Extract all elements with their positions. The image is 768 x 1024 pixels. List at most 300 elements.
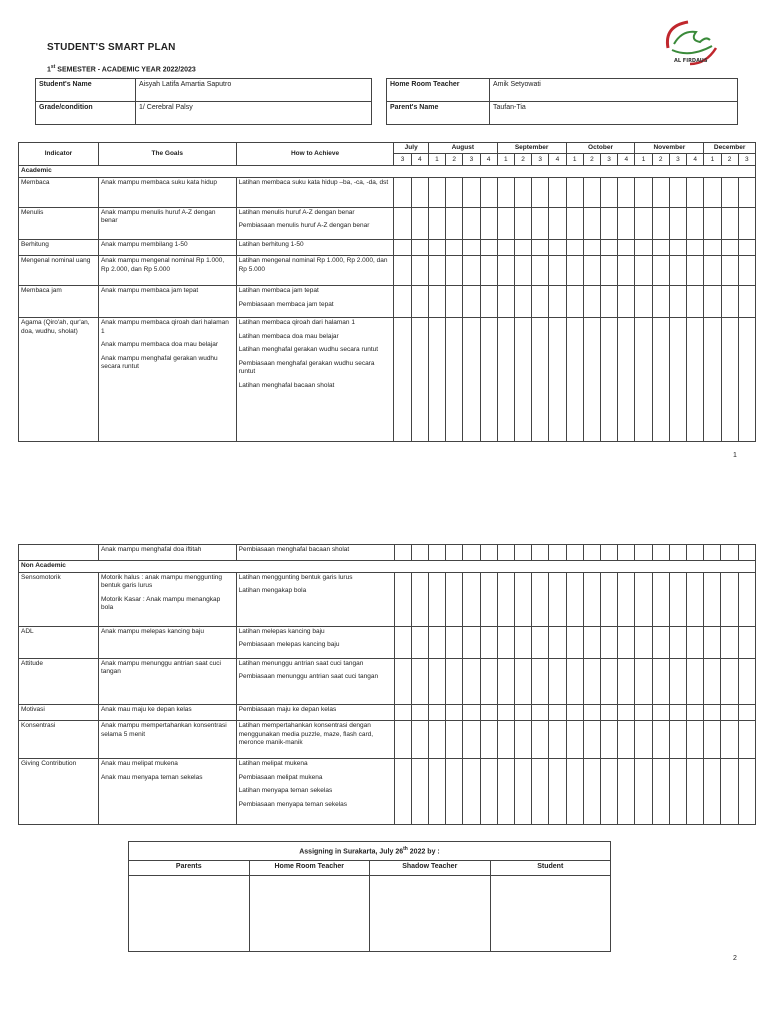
goal-cell-line: Anak mampu mempertahankan konsentrasi selama 5 menit	[100, 722, 227, 738]
week-check-cell[interactable]	[411, 626, 428, 658]
week-check-cell[interactable]	[566, 177, 583, 207]
week-check-cell[interactable]	[738, 286, 755, 318]
week-check-cell[interactable]	[411, 721, 428, 759]
week-check-cell[interactable]	[411, 545, 428, 561]
week-check-cell[interactable]	[583, 545, 600, 561]
week-check-cell[interactable]	[497, 545, 514, 561]
week-check-cell[interactable]	[618, 545, 635, 561]
week-check-cell[interactable]	[618, 626, 635, 658]
week-check-cell[interactable]	[497, 286, 514, 318]
week-check-cell[interactable]	[687, 318, 704, 442]
week-check-cell[interactable]	[738, 759, 755, 825]
week-check-cell[interactable]	[583, 256, 600, 286]
week-check-cell[interactable]	[549, 545, 566, 561]
plan-row	[19, 239, 756, 255]
week-check-cell[interactable]	[514, 704, 531, 720]
week-check-cell[interactable]	[532, 759, 549, 825]
week-check-cell[interactable]	[601, 572, 618, 626]
week-check-cell[interactable]	[687, 721, 704, 759]
week-check-cell[interactable]	[618, 759, 635, 825]
week-check-cell[interactable]	[497, 256, 514, 286]
week-check-cell[interactable]	[428, 658, 445, 704]
week-check-cell[interactable]	[532, 318, 549, 442]
week-check-cell[interactable]	[549, 286, 566, 318]
week-check-cell[interactable]	[652, 286, 669, 318]
week-check-cell[interactable]	[549, 256, 566, 286]
week-check-cell[interactable]	[549, 721, 566, 759]
week-check-cell[interactable]	[549, 239, 566, 255]
week-check-cell[interactable]	[566, 207, 583, 239]
week-check-cell[interactable]	[463, 545, 480, 561]
week-check-cell[interactable]	[480, 256, 497, 286]
week-check-cell[interactable]	[721, 239, 738, 255]
week-check-cell[interactable]	[721, 545, 738, 561]
week-check-cell[interactable]	[532, 207, 549, 239]
week-check-cell[interactable]	[687, 545, 704, 561]
week-check-cell[interactable]	[428, 239, 445, 255]
week-check-cell[interactable]	[704, 207, 721, 239]
week-check-cell[interactable]	[480, 286, 497, 318]
week-check-cell[interactable]	[687, 239, 704, 255]
week-check-cell[interactable]	[618, 177, 635, 207]
week-check-cell[interactable]	[635, 658, 652, 704]
week-check-cell[interactable]	[514, 318, 531, 442]
week-check-cell[interactable]	[652, 626, 669, 658]
week-check-cell[interactable]	[687, 626, 704, 658]
week-check-cell[interactable]	[704, 572, 721, 626]
week-check-cell[interactable]	[446, 239, 463, 255]
week-check-cell[interactable]	[738, 207, 755, 239]
week-check-cell[interactable]	[721, 207, 738, 239]
plan-row	[19, 658, 756, 704]
week-check-cell[interactable]	[463, 759, 480, 825]
week-check-cell[interactable]	[566, 239, 583, 255]
week-check-cell[interactable]	[411, 286, 428, 318]
week-check-cell[interactable]	[497, 207, 514, 239]
week-check-cell[interactable]	[394, 239, 411, 255]
week-check-cell[interactable]	[738, 572, 755, 626]
week-check-cell[interactable]	[446, 207, 463, 239]
week-check-cell[interactable]	[669, 721, 686, 759]
week-check-cell[interactable]	[600, 239, 617, 255]
week-check-cell[interactable]	[687, 759, 704, 825]
week-check-cell[interactable]	[549, 572, 566, 626]
week-check-cell[interactable]	[583, 572, 600, 626]
page-number: 2	[733, 955, 737, 962]
week-check-cell[interactable]	[600, 318, 617, 442]
week-check-cell[interactable]	[532, 704, 549, 720]
week-check-cell[interactable]	[704, 721, 721, 759]
week-check-cell[interactable]	[704, 177, 721, 207]
week-check-cell[interactable]	[497, 318, 514, 442]
week-check-cell[interactable]	[480, 318, 497, 442]
week-check-cell[interactable]	[549, 318, 566, 442]
week-check-cell[interactable]	[618, 256, 635, 286]
week-check-cell[interactable]	[600, 207, 617, 239]
how-to-achieve-cell-line: Latihan membaca suku kata hidup –ba, -ca, -da, dst	[238, 178, 389, 186]
week-check-cell[interactable]	[669, 286, 686, 318]
week-check-cell[interactable]	[652, 658, 669, 704]
week-check-cell[interactable]	[463, 239, 480, 255]
week-check-cell[interactable]	[394, 759, 411, 825]
week-check-cell[interactable]	[583, 721, 600, 759]
week-check-cell[interactable]	[738, 721, 755, 759]
week-check-cell[interactable]	[532, 572, 549, 626]
week-check-cell[interactable]	[652, 177, 669, 207]
week-check-cell[interactable]	[463, 704, 480, 720]
week-check-cell[interactable]	[394, 177, 411, 207]
week-check-cell[interactable]	[635, 177, 652, 207]
week-check-cell[interactable]	[480, 545, 497, 561]
week-check-cell[interactable]	[394, 721, 411, 759]
week-check-cell[interactable]	[687, 207, 704, 239]
week-check-cell[interactable]	[721, 626, 738, 658]
week-check-cell[interactable]	[652, 572, 669, 626]
week-check-cell[interactable]	[738, 318, 755, 442]
week-check-cell[interactable]	[687, 177, 704, 207]
week-check-cell[interactable]	[600, 286, 617, 318]
week-check-cell[interactable]	[428, 626, 445, 658]
week-check-cell[interactable]	[446, 626, 463, 658]
week-check-cell[interactable]	[721, 704, 738, 720]
signature-home-room-teacher-field[interactable]	[249, 876, 370, 952]
week-check-cell[interactable]	[428, 545, 445, 561]
week-check-cell[interactable]	[738, 256, 755, 286]
week-check-cell[interactable]	[566, 704, 583, 720]
week-check-cell[interactable]	[497, 721, 514, 759]
week-check-cell[interactable]	[635, 239, 652, 255]
week-number: 4	[687, 154, 704, 166]
week-check-cell[interactable]	[618, 658, 635, 704]
week-check-cell[interactable]	[514, 545, 531, 561]
week-check-cell[interactable]	[738, 658, 755, 704]
goal-cell	[98, 658, 236, 704]
week-check-cell[interactable]	[532, 626, 549, 658]
week-check-cell[interactable]	[446, 721, 463, 759]
week-check-cell[interactable]	[635, 545, 652, 561]
week-check-cell[interactable]	[601, 626, 618, 658]
week-check-cell[interactable]	[446, 658, 463, 704]
week-check-cell[interactable]	[411, 177, 428, 207]
month-august: August	[428, 143, 497, 154]
week-check-cell[interactable]	[652, 256, 669, 286]
week-check-cell[interactable]	[669, 626, 686, 658]
week-check-cell[interactable]	[463, 177, 480, 207]
week-check-cell[interactable]	[738, 626, 755, 658]
week-check-cell[interactable]	[497, 626, 514, 658]
week-check-cell[interactable]	[704, 704, 721, 720]
week-check-cell[interactable]	[497, 177, 514, 207]
how-to-achieve-cell	[236, 721, 394, 759]
week-check-cell[interactable]	[549, 759, 566, 825]
week-check-cell[interactable]	[394, 318, 411, 442]
week-check-cell[interactable]	[669, 207, 686, 239]
week-check-cell[interactable]	[635, 207, 652, 239]
goal-cell	[98, 256, 236, 286]
week-check-cell[interactable]	[532, 545, 549, 561]
week-check-cell[interactable]	[549, 207, 566, 239]
week-check-cell[interactable]	[687, 704, 704, 720]
week-check-cell[interactable]	[704, 545, 721, 561]
week-check-cell[interactable]	[652, 239, 669, 255]
week-check-cell[interactable]	[480, 704, 497, 720]
week-check-cell[interactable]	[446, 572, 463, 626]
goal-cell	[98, 286, 236, 318]
week-check-cell[interactable]	[618, 239, 635, 255]
week-check-cell[interactable]	[669, 318, 686, 442]
week-check-cell[interactable]	[446, 286, 463, 318]
week-check-cell[interactable]	[566, 318, 583, 442]
week-check-cell[interactable]	[738, 177, 755, 207]
week-check-cell[interactable]	[583, 239, 600, 255]
week-check-cell[interactable]	[566, 658, 583, 704]
week-check-cell[interactable]	[497, 239, 514, 255]
week-check-cell[interactable]	[549, 626, 566, 658]
week-check-cell[interactable]	[411, 572, 428, 626]
week-check-cell[interactable]	[652, 318, 669, 442]
week-check-cell[interactable]	[687, 256, 704, 286]
week-check-cell[interactable]	[497, 759, 514, 825]
week-check-cell[interactable]	[721, 177, 738, 207]
week-check-cell[interactable]	[618, 721, 635, 759]
week-check-cell[interactable]	[583, 626, 600, 658]
month-october: October	[566, 143, 635, 154]
week-check-cell[interactable]	[514, 256, 531, 286]
week-check-cell[interactable]	[549, 177, 566, 207]
week-check-cell[interactable]	[446, 704, 463, 720]
week-check-cell[interactable]	[618, 318, 635, 442]
week-check-cell[interactable]	[566, 626, 583, 658]
how-to-achieve-cell-line: Latihan menunggu antrian saat cuci tangan	[238, 659, 364, 667]
week-check-cell[interactable]	[566, 256, 583, 286]
week-check-cell[interactable]	[583, 318, 600, 442]
week-check-cell[interactable]	[514, 658, 531, 704]
week-check-cell[interactable]	[635, 318, 652, 442]
week-check-cell[interactable]	[411, 207, 428, 239]
week-check-cell[interactable]	[738, 545, 755, 561]
week-check-cell[interactable]	[394, 545, 411, 561]
week-check-cell[interactable]	[583, 177, 600, 207]
week-check-cell[interactable]	[687, 572, 704, 626]
week-check-cell[interactable]	[532, 239, 549, 255]
week-check-cell[interactable]	[514, 286, 531, 318]
week-check-cell[interactable]	[394, 286, 411, 318]
week-check-cell[interactable]	[669, 239, 686, 255]
week-check-cell[interactable]	[394, 658, 411, 704]
semester-line: 1st SEMESTER - ACADEMIC YEAR 2022/2023	[47, 64, 196, 74]
week-check-cell[interactable]	[721, 318, 738, 442]
week-check-cell[interactable]	[463, 572, 480, 626]
week-check-cell[interactable]	[446, 759, 463, 825]
week-check-cell[interactable]	[514, 721, 531, 759]
signature-shadow-teacher-field[interactable]	[370, 876, 491, 952]
week-check-cell[interactable]	[738, 239, 755, 255]
how-to-achieve-cell-line: Pembiasaan menghafal gerakan wudhu secara runtut	[238, 359, 375, 376]
week-check-cell[interactable]	[583, 704, 600, 720]
week-check-cell[interactable]	[549, 704, 566, 720]
week-check-cell[interactable]	[635, 704, 652, 720]
week-check-cell[interactable]	[669, 256, 686, 286]
week-check-cell[interactable]	[721, 721, 738, 759]
week-check-cell[interactable]	[635, 626, 652, 658]
week-check-cell[interactable]	[721, 759, 738, 825]
week-check-cell[interactable]	[497, 704, 514, 720]
week-check-cell[interactable]	[480, 721, 497, 759]
week-check-cell[interactable]	[583, 658, 600, 704]
week-check-cell[interactable]	[428, 721, 445, 759]
week-check-cell[interactable]	[704, 626, 721, 658]
week-check-cell[interactable]	[687, 286, 704, 318]
week-check-cell[interactable]	[687, 658, 704, 704]
week-check-cell[interactable]	[721, 256, 738, 286]
week-check-cell[interactable]	[446, 177, 463, 207]
week-check-cell[interactable]	[497, 658, 514, 704]
week-check-cell[interactable]	[600, 177, 617, 207]
week-check-cell[interactable]	[411, 239, 428, 255]
week-check-cell[interactable]	[497, 572, 514, 626]
week-number: 3	[738, 154, 755, 166]
week-check-cell[interactable]	[532, 177, 549, 207]
week-check-cell[interactable]	[721, 286, 738, 318]
week-check-cell[interactable]	[411, 759, 428, 825]
week-check-cell[interactable]	[428, 572, 445, 626]
week-check-cell[interactable]	[618, 286, 635, 318]
week-check-cell[interactable]	[704, 318, 721, 442]
week-check-cell[interactable]	[463, 318, 480, 442]
week-check-cell[interactable]	[635, 286, 652, 318]
week-check-cell[interactable]	[600, 256, 617, 286]
week-check-cell[interactable]	[480, 759, 497, 825]
week-check-cell[interactable]	[618, 704, 635, 720]
week-check-cell[interactable]	[514, 239, 531, 255]
plan-row	[19, 286, 756, 318]
week-check-cell[interactable]	[514, 207, 531, 239]
week-check-cell[interactable]	[704, 286, 721, 318]
week-check-cell[interactable]	[446, 545, 463, 561]
week-check-cell[interactable]	[394, 207, 411, 239]
week-check-cell[interactable]	[566, 721, 583, 759]
week-check-cell[interactable]	[721, 572, 738, 626]
week-check-cell[interactable]	[514, 177, 531, 207]
how-to-achieve-cell-line: Latihan menyapa teman sekelas	[238, 787, 333, 795]
week-check-cell[interactable]	[480, 177, 497, 207]
week-check-cell[interactable]	[428, 177, 445, 207]
week-check-cell[interactable]	[532, 256, 549, 286]
week-check-cell[interactable]	[532, 658, 549, 704]
week-check-cell[interactable]	[463, 658, 480, 704]
week-check-cell[interactable]	[394, 572, 411, 626]
week-check-cell[interactable]	[618, 572, 635, 626]
week-check-cell[interactable]	[669, 545, 686, 561]
week-check-cell[interactable]	[635, 256, 652, 286]
signature-parents-field[interactable]	[129, 876, 250, 952]
week-check-cell[interactable]	[652, 759, 669, 825]
week-check-cell[interactable]	[428, 256, 445, 286]
indicator-cell: ADL	[19, 626, 99, 658]
week-check-cell[interactable]	[394, 256, 411, 286]
week-check-cell[interactable]	[480, 239, 497, 255]
week-check-cell[interactable]	[446, 256, 463, 286]
week-check-cell[interactable]	[583, 286, 600, 318]
week-check-cell[interactable]	[566, 572, 583, 626]
week-check-cell[interactable]	[463, 626, 480, 658]
week-check-cell[interactable]	[635, 759, 652, 825]
week-check-cell[interactable]	[463, 256, 480, 286]
week-check-cell[interactable]	[411, 318, 428, 442]
week-check-cell[interactable]	[428, 318, 445, 442]
week-check-cell[interactable]	[566, 759, 583, 825]
week-check-cell[interactable]	[652, 704, 669, 720]
week-check-cell[interactable]	[618, 207, 635, 239]
week-check-cell[interactable]	[669, 704, 686, 720]
week-check-cell[interactable]	[704, 239, 721, 255]
week-check-cell[interactable]	[394, 626, 411, 658]
week-check-cell[interactable]	[652, 545, 669, 561]
week-check-cell[interactable]	[601, 658, 618, 704]
week-check-cell[interactable]	[394, 704, 411, 720]
week-check-cell[interactable]	[411, 658, 428, 704]
week-check-cell[interactable]	[566, 545, 583, 561]
week-check-cell[interactable]	[463, 207, 480, 239]
week-check-cell[interactable]	[704, 759, 721, 825]
week-check-cell[interactable]	[704, 256, 721, 286]
week-check-cell[interactable]	[428, 286, 445, 318]
week-check-cell[interactable]	[635, 721, 652, 759]
week-check-cell[interactable]	[583, 759, 600, 825]
week-check-cell[interactable]	[411, 256, 428, 286]
week-check-cell[interactable]	[428, 759, 445, 825]
week-check-cell[interactable]	[532, 286, 549, 318]
week-check-cell[interactable]	[480, 572, 497, 626]
week-check-cell[interactable]	[652, 207, 669, 239]
goals-header: The Goals	[98, 143, 236, 166]
indicator-cell: Berhitung	[19, 239, 99, 255]
week-check-cell[interactable]	[463, 286, 480, 318]
week-check-cell[interactable]	[601, 721, 618, 759]
week-check-cell[interactable]	[463, 721, 480, 759]
week-number: 4	[618, 154, 635, 166]
signature-student-field[interactable]	[490, 876, 611, 952]
week-check-cell[interactable]	[721, 658, 738, 704]
week-check-cell[interactable]	[446, 318, 463, 442]
week-check-cell[interactable]	[480, 658, 497, 704]
student-name-label: Student's Name	[36, 79, 136, 102]
week-check-cell[interactable]	[514, 759, 531, 825]
week-check-cell[interactable]	[411, 704, 428, 720]
week-check-cell[interactable]	[669, 759, 686, 825]
week-check-cell[interactable]	[583, 207, 600, 239]
week-check-cell[interactable]	[601, 545, 618, 561]
week-check-cell[interactable]	[601, 704, 618, 720]
week-check-cell[interactable]	[549, 658, 566, 704]
week-check-cell[interactable]	[428, 704, 445, 720]
week-check-cell[interactable]	[652, 721, 669, 759]
week-check-cell[interactable]	[669, 572, 686, 626]
week-check-cell[interactable]	[669, 658, 686, 704]
week-check-cell[interactable]	[428, 207, 445, 239]
week-check-cell[interactable]	[532, 721, 549, 759]
week-check-cell[interactable]	[738, 704, 755, 720]
week-check-cell[interactable]	[480, 626, 497, 658]
week-check-cell[interactable]	[480, 207, 497, 239]
week-check-cell[interactable]	[669, 177, 686, 207]
week-check-cell[interactable]	[601, 759, 618, 825]
week-check-cell[interactable]	[635, 572, 652, 626]
week-check-cell[interactable]	[514, 572, 531, 626]
week-check-cell[interactable]	[566, 286, 583, 318]
week-check-cell[interactable]	[704, 658, 721, 704]
week-check-cell[interactable]	[514, 626, 531, 658]
